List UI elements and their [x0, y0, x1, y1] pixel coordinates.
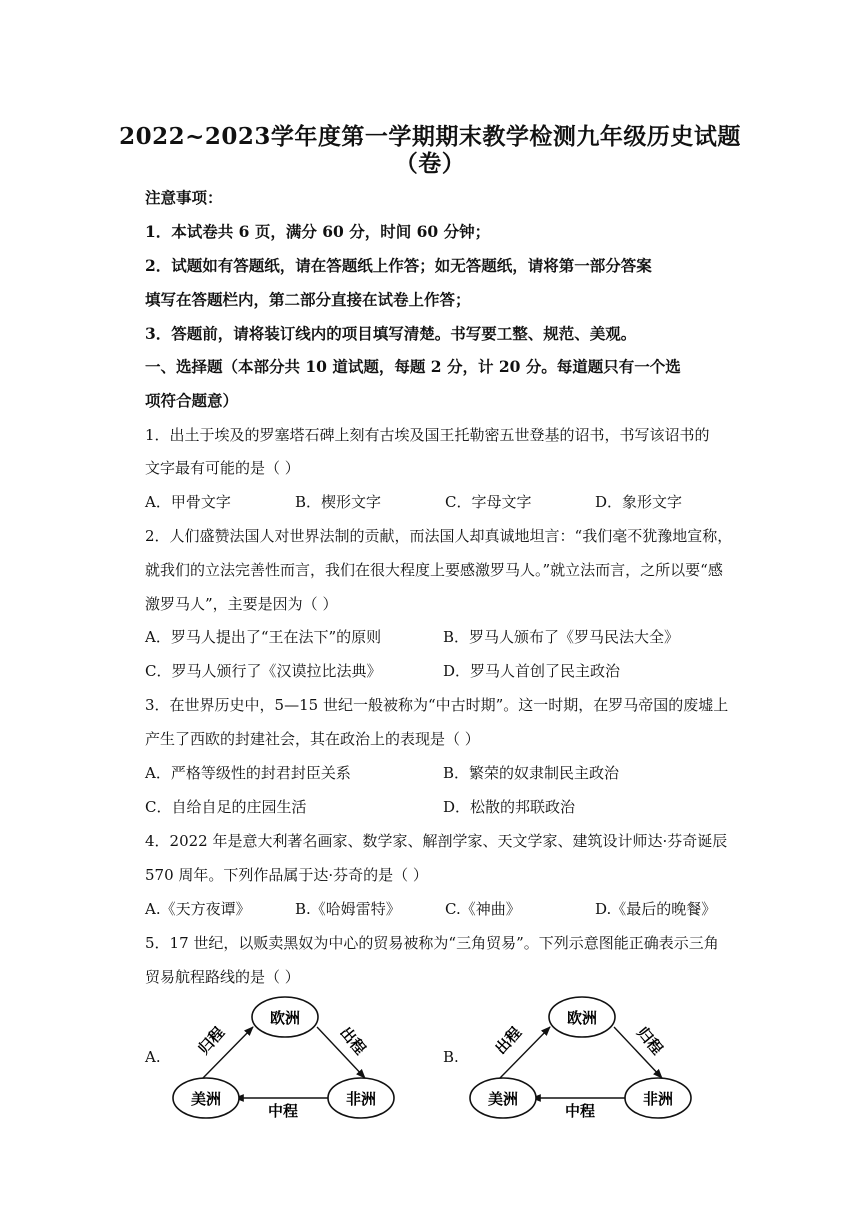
edge-label-left: 出程: [491, 1023, 526, 1058]
option-b: B.《哈姆雷特》: [295, 900, 401, 918]
option-d: D．象形文字: [595, 493, 683, 511]
option-a: A．甲骨文字: [145, 493, 231, 511]
option-c: C.《神曲》: [445, 900, 521, 918]
option-c: C．罗马人颁行了《汉谟拉比法典》: [145, 662, 382, 680]
question-stem: 5．17 世纪，以贩卖黑奴为中心的贸易被称为“三角贸易”。下列示意图能正确表示三角: [145, 934, 719, 952]
option-d: D.《最后的晚餐》: [595, 900, 717, 918]
edge-label-right: 出程: [336, 1023, 370, 1059]
question-stem: 3．在世界历史中，5—15 世纪一般被称为“中古时期”。这一时期，在罗马帝国的废墟上: [145, 696, 729, 714]
node-label-america: 美洲: [487, 1090, 519, 1108]
edge-label-left: 归程: [194, 1023, 229, 1058]
question-stem: 贸易航程路线的是（ ）: [145, 968, 300, 986]
edge-label-bottom: 中程: [564, 1102, 596, 1120]
figure-label-a: A.: [145, 1048, 161, 1066]
edge-label-right: 归程: [633, 1023, 667, 1059]
option-c: C．字母文字: [445, 493, 532, 511]
option-a: A.《天方夜谭》: [145, 900, 251, 918]
node-label-africa: 非洲: [642, 1090, 674, 1108]
exam-title: 2022~2023学年度第一学期期末教学检测九年级历史试题: [119, 123, 741, 150]
question-stem: 激罗马人”，主要是因为（ ）: [145, 595, 338, 613]
exam-title-suffix: （卷）: [394, 150, 466, 177]
edge-label-bottom: 中程: [267, 1102, 299, 1120]
option-a: A．罗马人提出了“王在法下”的原则: [145, 628, 382, 646]
figure-label-b: B.: [443, 1048, 459, 1066]
option-b: B．楔形文字: [295, 493, 382, 511]
question-stem: 4．2022 年是意大利著名画家、数学家、解剖学家、天文学家、建筑设计师达·芬奇诞辰: [145, 832, 728, 850]
option-a: A．严格等级性的封君封臣关系: [145, 764, 351, 782]
notice-item: 2．试题如有答题纸，请在答题纸上作答；如无答题纸，请将第一部分答案: [145, 256, 652, 275]
notice-item: 填写在答题栏内，第二部分直接在试卷上作答；: [145, 290, 471, 309]
option-c: C．自给自足的庄园生活: [145, 798, 307, 816]
node-label-europe: 欧洲: [269, 1009, 301, 1027]
section-heading: 一、选择题（本部分共 10 道试题，每题 2 分，计 20 分。每道题只有一个选: [145, 357, 681, 376]
question-stem: 2．人们盛赞法国人对世界法制的贡献，而法国人却真诚地坦言：“我们毫不犹豫地宣称，: [145, 527, 733, 545]
question-stem: 570 周年。下列作品属于达·芬奇的是（ ）: [145, 866, 428, 884]
question-stem: 产生了西欧的封建社会，其在政治上的表现是（ ）: [145, 730, 480, 748]
trade-diagram-b: [462, 992, 702, 1122]
node-label-africa: 非洲: [345, 1090, 377, 1108]
question-stem: 1．出土于埃及的罗塞塔石碑上刻有古埃及国王托勒密五世登基的诏书，书写该诏书的: [145, 426, 710, 444]
option-d: D．松散的邦联政治: [443, 798, 576, 816]
question-stem: 就我们的立法完善性而言，我们在很大程度上要感激罗马人。”就立法而言，之所以要“感: [145, 561, 723, 579]
notice-item: 1．本试卷共 6 页，满分 60 分，时间 60 分钟；: [145, 222, 491, 241]
section-heading: 项符合题意）: [145, 391, 239, 410]
option-d: D．罗马人首创了民主政治: [443, 662, 621, 680]
option-b: B．罗马人颁布了《罗马民法大全》: [443, 628, 680, 646]
option-b: B．繁荣的奴隶制民主政治: [443, 764, 620, 782]
notice-heading: 注意事项：: [145, 188, 223, 207]
node-label-america: 美洲: [190, 1090, 222, 1108]
notice-item: 3．答题前，请将装订线内的项目填写清楚。书写要工整、规范、美观。: [145, 324, 637, 343]
question-stem: 文字最有可能的是（ ）: [145, 459, 300, 477]
trade-diagram-a: [165, 992, 405, 1122]
node-label-europe: 欧洲: [566, 1009, 598, 1027]
